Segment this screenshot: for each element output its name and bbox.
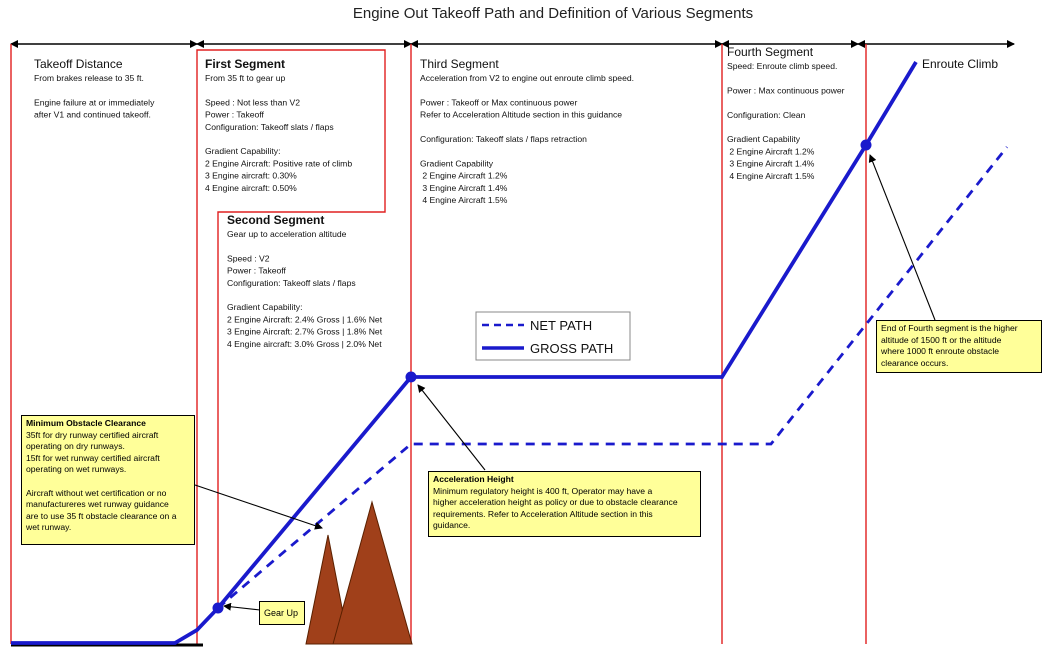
text-line: Configuration: Takeoff slats / flaps [205, 121, 334, 132]
text-line: 2 Engine Aircraft 1.2% [420, 170, 508, 181]
enroute-climb-heading: Enroute Climb [922, 57, 999, 71]
second-segment-text [227, 229, 383, 349]
legend [476, 312, 630, 360]
obstacle-note-text [26, 430, 190, 534]
obstacle-mountain-large [333, 502, 412, 644]
note-line: altitude of 1500 ft or the altitude [881, 334, 1002, 345]
text-line: 3 Engine Aircraft: 2.7% Gross | 1.8% Net [227, 326, 383, 337]
text-line: 2 Engine Aircraft: 2.4% Gross | 1.6% Net [227, 314, 383, 325]
text-line [420, 85, 422, 95]
note-line [26, 476, 190, 488]
note-line: are to use 35 ft obstacle clearance on a [26, 510, 177, 521]
first-segment-text [205, 73, 352, 193]
takeoff-distance-heading: Takeoff Distance [34, 57, 123, 71]
note-line: wet runway. [26, 522, 72, 533]
text-line [727, 122, 729, 132]
text-line: Speed : Not less than V2 [205, 97, 301, 108]
text-line: 3 Engine Aircraft 1.4% [420, 182, 508, 193]
diagram-title: Engine Out Takeoff Path and Definition of Various Segments [352, 5, 754, 22]
second-segment-heading: Second Segment [227, 213, 325, 227]
fourth-segment-heading: Fourth Segment [727, 45, 814, 59]
note-line: operating on wet runways. [26, 464, 127, 475]
text-line: Configuration: Takeoff slats / flaps retraction [420, 134, 587, 144]
text-line: 4 Engine aircraft: 3.0% Gross | 2.0% Net [227, 338, 382, 349]
text-line [205, 85, 207, 95]
text-line: 4 Engine Aircraft 1.5% [727, 170, 815, 181]
note-line: requirements. Refer to Acceleration Altitude section in this [433, 508, 653, 519]
text-line [34, 85, 36, 95]
gear-up-note [259, 601, 305, 625]
legend-net-label: NET PATH [530, 318, 593, 333]
note-line: operating on dry runways. [26, 441, 125, 452]
third-segment-text [420, 73, 634, 205]
fourth-segment-end-note [876, 320, 1042, 373]
fourth-end-leader-line [870, 155, 935, 320]
acceleration-leader-line [418, 385, 485, 470]
note-line: where 1000 ft enroute obstacle [881, 346, 1000, 357]
acceleration-height-note [428, 471, 701, 537]
text-line [205, 134, 207, 144]
text-line: 3 Engine Aircraft 1.4% [727, 158, 815, 169]
text-line: Gradient Capability: [205, 146, 281, 157]
gear-up-note-text: Gear Up [264, 608, 299, 618]
note-line: End of Fourth segment is the higher [881, 323, 1018, 333]
text-line: 4 Engine aircraft: 0.50% [205, 182, 297, 193]
text-line: Speed: Enroute climb speed. [727, 61, 838, 71]
note-line: guidance. [433, 520, 471, 531]
takeoff-distance-text [34, 73, 155, 120]
fourth-segment-end-point [861, 140, 872, 151]
text-line: Acceleration from V2 to engine out enroute climb speed. [420, 73, 635, 83]
text-line: 4 Engine Aircraft 1.5% [420, 194, 508, 205]
text-line: Speed : V2 [227, 253, 270, 264]
text-line [420, 146, 422, 156]
text-line: Power : Takeoff [227, 265, 286, 276]
acceleration-note-text [433, 486, 696, 532]
note-line: Aircraft without wet certification or no [26, 487, 167, 498]
text-line: Gradient Capability: [227, 302, 303, 313]
text-line [227, 241, 229, 251]
text-line: Power : Max continuous power [727, 85, 845, 96]
text-line: Configuration: Clean [727, 109, 806, 120]
text-line: Configuration: Takeoff slats / flaps [227, 277, 356, 288]
text-line: Refer to Acceleration Altitude section in this guidance [420, 109, 623, 120]
acceleration-height-point [406, 372, 417, 383]
text-line: Power : Takeoff or Max continuous power [420, 97, 578, 108]
obstacle-note-title: Minimum Obstacle Clearance [26, 418, 146, 428]
gear-up-leader-line [224, 606, 260, 610]
text-line: 2 Engine Aircraft: Positive rate of climb [205, 158, 353, 169]
obstacle-clearance-note [21, 415, 195, 545]
first-segment-heading: First Segment [205, 57, 286, 71]
note-line: 15ft for wet runway certified aircraft [26, 452, 160, 463]
note-line: higher acceleration height as policy or due to obstacle clearance [433, 497, 678, 508]
text-line: Gradient Capability [420, 158, 494, 169]
note-line: clearance occurs. [881, 357, 949, 368]
text-line: From 35 ft to gear up [205, 73, 286, 83]
text-line: after V1 and continued takeoff. [34, 109, 151, 120]
fourth-end-note-text [881, 323, 1037, 369]
text-line: Gradient Capability [727, 134, 801, 145]
acceleration-note-title: Acceleration Height [433, 474, 514, 484]
text-line [727, 73, 729, 83]
legend-gross-label: GROSS PATH [530, 341, 614, 356]
text-line: From brakes release to 35 ft. [34, 73, 144, 83]
text-line: Power : Takeoff [205, 109, 264, 120]
gear-up-point [213, 603, 224, 614]
text-line [227, 290, 229, 300]
text-line [420, 122, 422, 132]
text-line: 2 Engine Aircraft 1.2% [727, 146, 815, 157]
text-line: Engine failure at or immediately [34, 97, 155, 108]
third-segment-heading: Third Segment [420, 57, 499, 71]
fourth-segment-text [727, 61, 845, 181]
text-line: Gear up to acceleration altitude [227, 229, 347, 239]
note-line: manufactureres wet runway guidance [26, 499, 169, 510]
text-line: 3 Engine aircraft: 0.30% [205, 170, 297, 181]
note-line: 35ft for dry runway certified aircraft [26, 429, 159, 440]
note-line: Minimum regulatory height is 400 ft, Operator may have a [433, 485, 653, 496]
text-line [727, 98, 729, 108]
